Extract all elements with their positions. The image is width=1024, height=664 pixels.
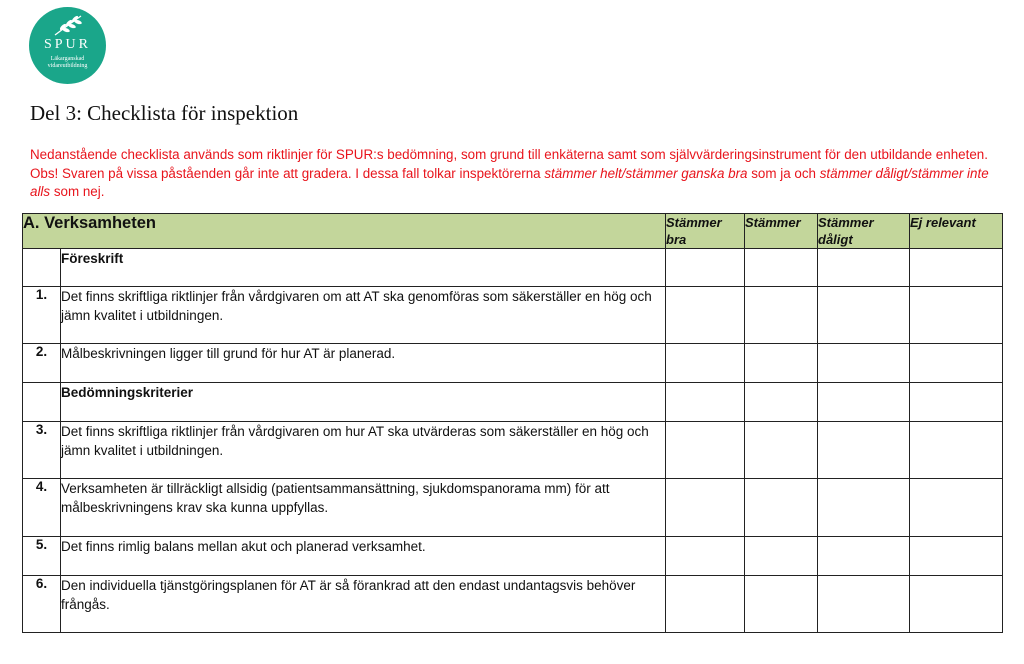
table-header-row bbox=[23, 214, 1003, 249]
checklist-table bbox=[22, 213, 1003, 633]
table-row bbox=[23, 422, 1003, 479]
row-statement: Det finns skriftliga riktlinjer från vårdgivaren om att AT ska genomföras som säkerställer en hög och jämn kvalitet i utbildningen. bbox=[61, 287, 666, 344]
intro-text-mid: som ja och bbox=[747, 165, 820, 181]
column-header-stammer-bra: Stämmer bra bbox=[666, 214, 745, 249]
answer-cell-stammer-bra[interactable] bbox=[666, 249, 745, 287]
row-number: 4. bbox=[23, 479, 61, 537]
answer-cell-ej-relevant[interactable] bbox=[910, 576, 1003, 633]
answer-cell-stammer-bra[interactable] bbox=[666, 537, 745, 576]
answer-cell-stammer-bra[interactable] bbox=[666, 576, 745, 633]
answer-cell-stammer[interactable] bbox=[745, 287, 818, 344]
answer-cell-stammer-bra[interactable] bbox=[666, 344, 745, 383]
row-number bbox=[23, 383, 61, 422]
answer-cell-stammer[interactable] bbox=[745, 576, 818, 633]
answer-cell-stammer-daligt[interactable] bbox=[818, 422, 910, 479]
intro-paragraph bbox=[30, 146, 1000, 202]
answer-cell-stammer-bra[interactable] bbox=[666, 383, 745, 422]
answer-cell-stammer-daligt[interactable] bbox=[818, 287, 910, 344]
intro-emphasis-yes: stämmer helt/stämmer ganska bra bbox=[544, 165, 748, 181]
answer-cell-stammer-daligt[interactable] bbox=[818, 576, 910, 633]
row-number: 6. bbox=[23, 576, 61, 633]
table-row bbox=[23, 344, 1003, 383]
answer-cell-stammer-daligt[interactable] bbox=[818, 249, 910, 287]
answer-cell-ej-relevant[interactable] bbox=[910, 422, 1003, 479]
table-row bbox=[23, 287, 1003, 344]
answer-cell-stammer[interactable] bbox=[745, 537, 818, 576]
row-statement: Verksamheten är tillräckligt allsidig (patientsammansättning, sjukdomspanorama mm) för att målbeskrivningens krav ska kunna uppfyllas. bbox=[61, 479, 666, 537]
answer-cell-stammer[interactable] bbox=[745, 479, 818, 537]
answer-cell-stammer-daligt[interactable] bbox=[818, 479, 910, 537]
answer-cell-ej-relevant[interactable] bbox=[910, 479, 1003, 537]
answer-cell-stammer[interactable] bbox=[745, 344, 818, 383]
row-subheading: Bedömningskriterier bbox=[61, 383, 666, 422]
answer-cell-ej-relevant[interactable] bbox=[910, 249, 1003, 287]
intro-text: Nedanstående checklista används som riktlinjer för SPUR:s bedömning, som grund till enkäterna samt som självvärderingsinstrument för den utbildande enheten. Obs! Svaren på vissa påståenden går inte att gradera. I dessa fall tolkar inspektörerna bbox=[30, 147, 988, 181]
answer-cell-stammer-daligt[interactable] bbox=[818, 537, 910, 576]
row-subheading: Föreskrift bbox=[61, 249, 666, 287]
row-number: 2. bbox=[23, 344, 61, 383]
row-statement: Det finns skriftliga riktlinjer från vårdgivaren om hur AT ska utvärderas som säkerställer en hög och jämn kvalitet i utbildningen. bbox=[61, 422, 666, 479]
answer-cell-ej-relevant[interactable] bbox=[910, 537, 1003, 576]
answer-cell-ej-relevant[interactable] bbox=[910, 383, 1003, 422]
leaf-branch-icon bbox=[51, 13, 85, 39]
intro-text-end: som nej. bbox=[50, 184, 105, 199]
answer-cell-stammer[interactable] bbox=[745, 422, 818, 479]
answer-cell-stammer-bra[interactable] bbox=[666, 287, 745, 344]
answer-cell-stammer-bra[interactable] bbox=[666, 479, 745, 537]
logo-subtitle: Läkarganskad vidareutbildning bbox=[47, 56, 88, 69]
table-row bbox=[23, 479, 1003, 537]
row-number: 3. bbox=[23, 422, 61, 479]
row-number: 1. bbox=[23, 287, 61, 344]
section-title: A. Verksamheten bbox=[23, 214, 666, 249]
logo-name: SPUR bbox=[43, 37, 92, 52]
answer-cell-ej-relevant[interactable] bbox=[910, 287, 1003, 344]
table-row bbox=[23, 576, 1003, 633]
row-number: 5. bbox=[23, 537, 61, 576]
intro-emphasis-no: stämmer dåligt/stämmer inte alls bbox=[30, 165, 989, 199]
spur-logo bbox=[29, 7, 106, 84]
page-title: Del 3: Checklista för inspektion bbox=[30, 101, 299, 125]
answer-cell-stammer[interactable] bbox=[745, 383, 818, 422]
table-row bbox=[23, 537, 1003, 576]
table-row-subheading bbox=[23, 383, 1003, 422]
row-statement: Målbeskrivningen ligger till grund för hur AT är planerad. bbox=[61, 344, 666, 383]
column-header-stammer-daligt: Stämmer dåligt bbox=[818, 214, 910, 249]
answer-cell-stammer[interactable] bbox=[745, 249, 818, 287]
answer-cell-stammer-daligt[interactable] bbox=[818, 344, 910, 383]
table-row-subheading bbox=[23, 249, 1003, 287]
row-number bbox=[23, 249, 61, 287]
column-header-ej-relevant: Ej relevant bbox=[910, 214, 1003, 249]
row-statement: Det finns rimlig balans mellan akut och planerad verksamhet. bbox=[61, 537, 666, 576]
column-header-stammer: Stämmer bbox=[745, 214, 818, 249]
answer-cell-ej-relevant[interactable] bbox=[910, 344, 1003, 383]
answer-cell-stammer-bra[interactable] bbox=[666, 422, 745, 479]
row-statement: Den individuella tjänstgöringsplanen för AT är så förankrad att den endast undantagsvis behöver frångås. bbox=[61, 576, 666, 633]
answer-cell-stammer-daligt[interactable] bbox=[818, 383, 910, 422]
